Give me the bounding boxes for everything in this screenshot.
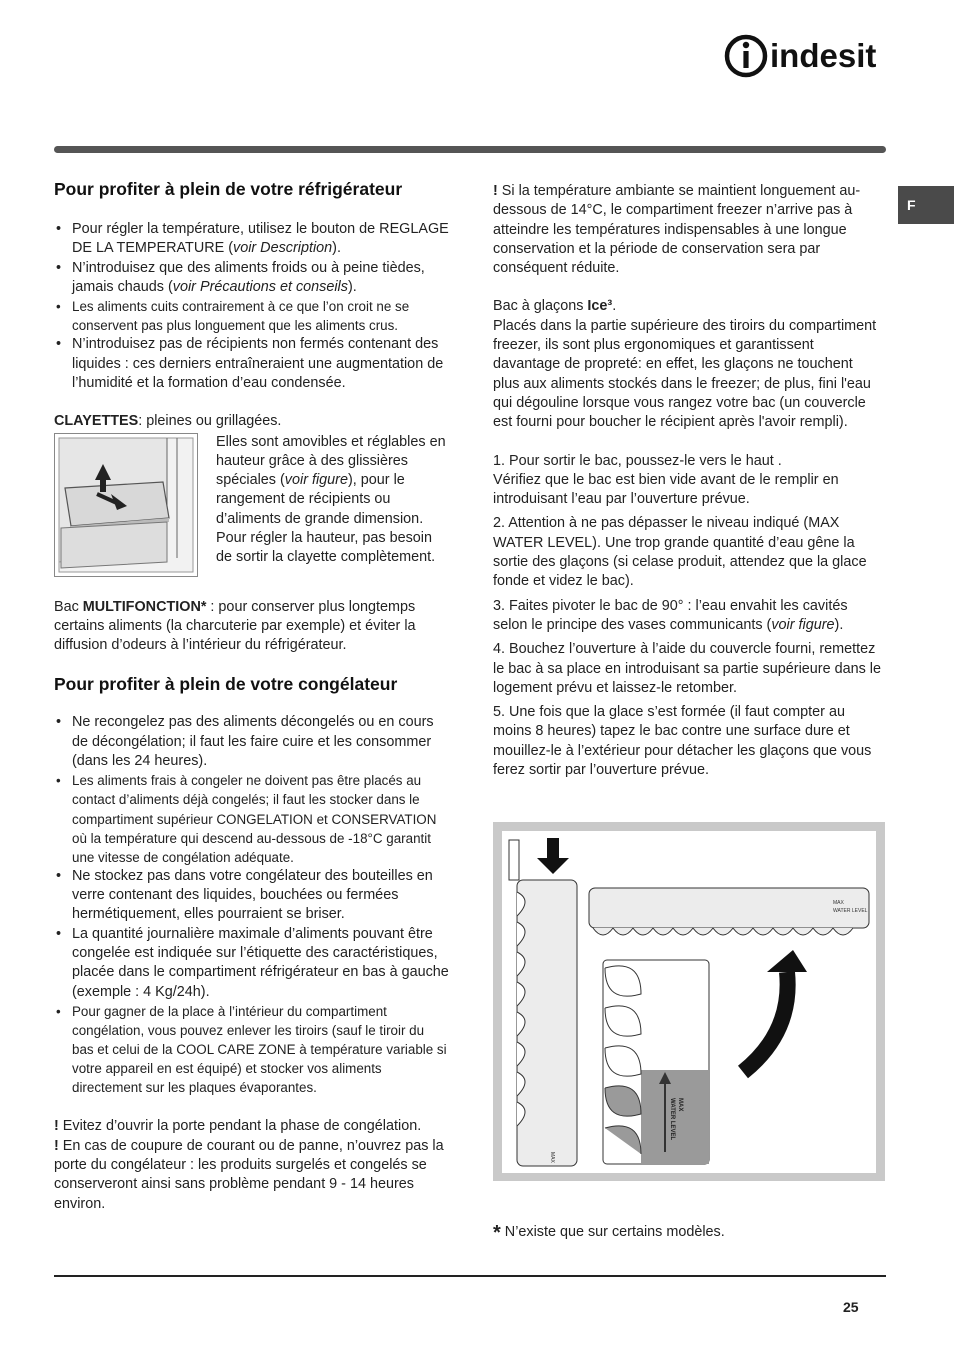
- freezer-tips-list: [54, 713, 449, 1097]
- clayettes-title: CLAYETTES: pleines ou grillagées.: [54, 413, 282, 430]
- list-item: • Les aliments frais à congeler ne doivent pas être placés au contact d’aliments déjà congelés; il faut les stocker dans le compartiment supérieur CONGELATION et CONSERVATION où la température qui descend au-dessous de -18°C garantit une vitesse de congélation adéquate.: [54, 771, 449, 866]
- list-item: • La quantité journalière maximale d’aliments pouvant être congelée est indiquée sur l’étiquette des caractéristiques, placée dans le compartiment réfrigérateur en bas à gauche (exemple : 4 Kg/24h).: [54, 925, 449, 1002]
- left-column: [54, 178, 449, 1214]
- list-item: • N’introduisez pas de récipients non fermés contenant des liquides : ces derniers entraîneraient une augmentation de l’humidité et la formation d’eau condensée.: [54, 335, 449, 393]
- step-4: 4. Bouchez l’ouverture à l’aide du couvercle fourni, remettez le bac à sa place en introduisant sa partie supérieure dans le logement prévu et laissez-le retomber.: [493, 641, 881, 696]
- multifonction-text: Bac MULTIFONCTION* : pour conserver plus longtemps certains aliments (la charcuterie par exemple) et éviter la diffusion d’odeurs à l’intérieur du réfrigérateur.: [54, 598, 416, 654]
- water-level-label-bottom: WATER LEVEL: [669, 1098, 675, 1141]
- list-item: • Ne recongelez pas des aliments décongelés ou en cours de décongélation; il faut les faire cuire et les consommer (dans les 24 heures).: [54, 713, 449, 771]
- step-3: 3. Faites pivoter le bac de 90° : l’eau envahit les cavités selon le principe des vases communicants (voir figure).: [493, 597, 848, 633]
- step-1-detail: Vérifiez que le bac est bien vide avant de le remplir en introduisant l’eau par l’ouverture prévue.: [493, 471, 839, 508]
- warning-ambient: ! Si la température ambiante se maintient longuement au-dessous de 14°C, le compartiment freezer n’arrive pas à atteindre les températures indispensables à une longue conservation et la période de conservation sera par conséquent réduite.: [493, 183, 861, 277]
- language-tab-label: F: [907, 197, 916, 213]
- clayettes-body: Elles sont amovibles et réglables en hauteur grâce à des glissières spéciales (voir figure), pour le rangement de récipients ou d’aliments de grande dimension. Pour régler la hauteur, pas besoin de sortir la clayette complètement.: [216, 433, 446, 566]
- max-label-bottom: MAX: [677, 1098, 683, 1112]
- shelf-figure-icon: [54, 433, 198, 577]
- warning-door: ! Evitez d’ouvrir la porte pendant la phase de congélation.: [54, 1118, 422, 1135]
- max-label-top: MAX: [833, 900, 844, 906]
- step-5: 5. Une fois que la glace s’est formée (il faut compter au moins 8 heures) tapez le bac contre une surface dure et mouillez-le à l’extérieur pour détacher les glaçons que vous ferez sortir par l’ouverture prévue.: [493, 704, 872, 779]
- list-item: • Pour régler la température, utilisez le bouton de REGLAGE DE LA TEMPERATURE (voir Description).: [54, 220, 449, 259]
- fridge-tips-list: [54, 220, 449, 393]
- list-item: • Ne stockez pas dans votre congélateur des bouteilles en verre contenant des liquides, bouchées ou fermées hermétiquement, elles pourraient se briser.: [54, 867, 449, 925]
- step-1: 1. Pour sortir le bac, poussez-le vers le haut .: [493, 452, 782, 469]
- freezer-heading: Pour profiter à plein de votre congélateur: [54, 674, 398, 695]
- water-level-label-top: WATER LEVEL: [833, 908, 868, 914]
- ice-tray-illustration-icon: [493, 822, 885, 1181]
- warning-power-cut: ! En cas de coupure de courant ou de panne, n’ouvrez pas la porte du congélateur : les produits surgelés et congelés se conserveront ainsi sans problème pendant 9 - 14 heures environ.: [54, 1137, 444, 1212]
- list-item: • Pour gagner de la place à l’intérieur du compartiment congélation, vous pouvez enlever les tiroirs (sauf le tiroir du bas et celui de la COOL CARE ZONE à température variable si votre appareil en est équipé) et stocker vos aliments directement sur les plaques évaporantes.: [54, 1002, 449, 1097]
- clayettes-block: [54, 433, 449, 577]
- max-small-label: MAX: [549, 1152, 555, 1163]
- brand-wordmark: indesit: [770, 37, 877, 74]
- footnote: * N’existe que sur certains modèles.: [493, 1222, 725, 1244]
- right-column: [493, 182, 883, 780]
- ice-tray-title: Bac à glaçons Ice³.: [493, 298, 617, 315]
- ice-tray-figure: [493, 822, 885, 1181]
- list-item: • Les aliments cuits contrairement à ce que l’on croit ne se conservent pas plus longuement que les aliments crus.: [54, 297, 449, 335]
- ice-tray-body: Placés dans la partie supérieure des tiroirs du compartiment freezer, ils sont plus ergonomiques et garantissent davantage de propreté: en effet, les glaçons ne touchent plus aux aliments stockés dans le freezer; de plus, fini l'eau qui dégouline lorsque vous rangez votre bac (un couvercle est fourni pour boucher le récipient après l'avoir rempli).: [493, 317, 877, 431]
- language-tab: [898, 186, 954, 224]
- page-number: 25: [843, 1299, 859, 1315]
- list-item: • N’introduisez que des aliments froids ou à peine tièdes, jamais chauds (voir Précautions et conseils).: [54, 259, 449, 298]
- top-divider: [54, 146, 886, 153]
- fridge-heading: Pour profiter à plein de votre réfrigérateur: [54, 179, 403, 199]
- bottom-divider: [54, 1275, 886, 1277]
- step-2: 2. Attention à ne pas dépasser le niveau indiqué (MAX WATER LEVEL). Une trop grande quantité d’eau gêne la sortie des glaçons (si celase produit, attendez que la glace fonde et videz le bac).: [493, 515, 867, 590]
